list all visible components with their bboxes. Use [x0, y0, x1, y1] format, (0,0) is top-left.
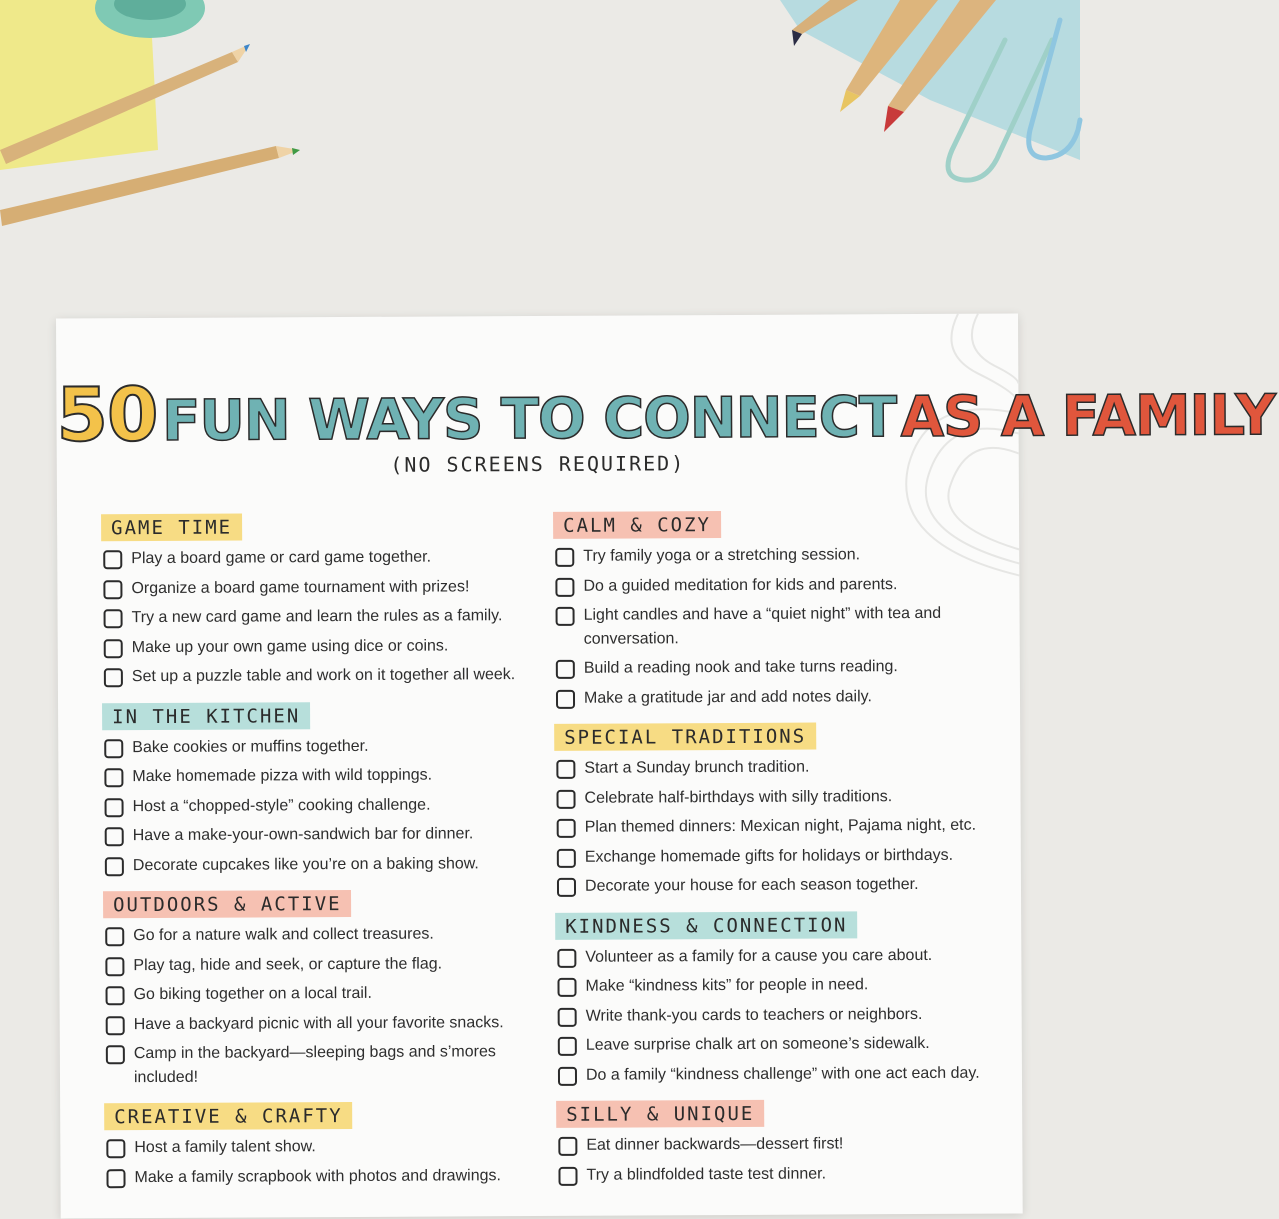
right-column [553, 510, 1007, 1201]
checkbox[interactable] [555, 577, 574, 596]
checklist-item [103, 792, 543, 818]
checkbox[interactable] [556, 789, 575, 808]
section-heading: CALM & COZY [553, 511, 721, 539]
item-text: Make homemade pizza with wild toppings. [132, 766, 433, 786]
checkbox[interactable] [106, 1045, 125, 1064]
checkbox[interactable] [105, 957, 124, 976]
section-calm-cozy [553, 510, 1004, 710]
checklist-item [103, 981, 543, 1007]
item-text: Make a gratitude jar and add notes daily. [583, 687, 872, 707]
checklist-item [102, 733, 542, 759]
checklist-item [553, 572, 1003, 598]
section-heading: SILLY & UNIQUE [556, 1100, 764, 1128]
item-text: Make up your own game using dice or coins. [131, 636, 449, 656]
checklist-item [555, 873, 1005, 899]
left-column [101, 512, 545, 1203]
checklist-item [555, 943, 1005, 969]
item-text: Set up a puzzle table and work on it together all week. [131, 666, 516, 686]
checklist-sheet [56, 313, 1276, 1218]
item-text: Celebrate half-birthdays with silly traditions. [584, 787, 893, 807]
checkbox[interactable] [106, 1016, 125, 1035]
section-heading: OUTDOORS & ACTIVE [103, 890, 352, 918]
checklist-item [555, 973, 1005, 999]
checkbox[interactable] [557, 878, 576, 897]
checkbox[interactable] [104, 768, 123, 787]
checklist-item [554, 602, 1004, 651]
checklist-item [555, 843, 1005, 869]
section-in-the-kitchen [102, 700, 543, 877]
checkbox[interactable] [105, 857, 124, 876]
checklist-item [104, 1134, 544, 1160]
checklist-item [102, 763, 542, 789]
checkbox[interactable] [558, 1166, 577, 1185]
checkbox[interactable] [105, 927, 124, 946]
item-text: Leave surprise chalk art on someone’s sidewalk. [585, 1034, 930, 1054]
section-kindness-connection [555, 910, 1006, 1087]
checklist-item [556, 1161, 1006, 1187]
checkbox[interactable] [558, 1066, 577, 1085]
checkbox[interactable] [103, 580, 122, 599]
checkbox[interactable] [105, 827, 124, 846]
checkbox[interactable] [106, 986, 125, 1005]
checklist-item [554, 684, 1004, 710]
item-text: Plan themed dinners: Mexican night, Pajama night, etc. [584, 816, 977, 836]
checkbox[interactable] [104, 739, 123, 758]
checklist-item [102, 604, 542, 630]
checkbox[interactable] [106, 1139, 125, 1158]
section-heading: KINDNESS & CONNECTION [555, 911, 857, 940]
section-silly-unique [556, 1099, 1006, 1187]
item-text: Exchange homemade gifts for holidays or birthdays. [584, 846, 954, 866]
checklist-item [556, 1032, 1006, 1058]
checkbox[interactable] [558, 1137, 577, 1156]
item-text: Decorate cupcakes like you’re on a baking show. [132, 854, 479, 874]
checkbox[interactable] [105, 798, 124, 817]
checkbox[interactable] [557, 848, 576, 867]
checkbox[interactable] [556, 607, 575, 626]
checklist-item [103, 951, 543, 977]
checklist-item [103, 851, 543, 877]
item-text: Play a board game or card game together. [131, 548, 432, 568]
checklist-item [104, 1163, 544, 1189]
checkbox[interactable] [557, 978, 576, 997]
title-end: AS A FAMILY [900, 383, 1276, 451]
checklist-item [556, 1002, 1006, 1028]
checkbox[interactable] [104, 668, 123, 687]
checklist-item [554, 755, 1004, 781]
checklist-item [104, 1010, 544, 1036]
section-heading: GAME TIME [101, 514, 242, 542]
item-text: Go for a nature walk and collect treasures. [133, 925, 434, 945]
item-text: Bake cookies or muffins together. [132, 737, 369, 756]
item-text: Do a family “kindness challenge” with one act each day. [585, 1064, 980, 1084]
item-text: Make a family scrapbook with photos and drawings. [134, 1166, 501, 1186]
item-text: Host a “chopped-style” cooking challenge. [132, 796, 431, 815]
section-heading: SPECIAL TRADITIONS [554, 723, 816, 751]
section-game-time [101, 512, 542, 689]
title-middle: FUN WAYS TO CONNECT [161, 385, 897, 454]
item-text: Light candles and have a “quiet night” with tea and conversation. [583, 604, 942, 648]
page-title [56, 371, 1276, 459]
checklist-item [556, 1132, 1006, 1158]
item-text: Play tag, hide and seek, or capture the flag. [133, 955, 443, 974]
item-text: Write thank-you cards to teachers or neighbors. [585, 1005, 923, 1025]
item-text: Organize a board game tournament with prizes! [131, 577, 470, 597]
checkbox[interactable] [556, 689, 575, 708]
item-text: Host a family talent show. [134, 1138, 316, 1157]
item-text: Try a new card game and learn the rules as a family. [131, 607, 503, 627]
page-subtitle: (NO SCREENS REQUIRED) [390, 451, 686, 477]
checkbox[interactable] [104, 609, 123, 628]
title-number: 50 [56, 371, 158, 459]
item-text: Have a backyard picnic with all your favorite snacks. [133, 1013, 504, 1033]
checkbox[interactable] [557, 819, 576, 838]
checklist-item [555, 814, 1005, 840]
checkbox[interactable] [558, 1037, 577, 1056]
checkbox[interactable] [106, 1169, 125, 1188]
checkbox[interactable] [104, 639, 123, 658]
item-text: Camp in the backyard—sleeping bags and s’mores included! [133, 1043, 496, 1086]
checkbox[interactable] [555, 548, 574, 567]
checklist-item [101, 545, 541, 571]
section-heading: IN THE KITCHEN [102, 702, 310, 730]
item-text: Build a reading nook and take turns reading. [583, 658, 898, 677]
checkbox[interactable] [558, 1007, 577, 1026]
item-text: Start a Sunday brunch tradition. [584, 758, 810, 777]
checkbox[interactable] [557, 948, 576, 967]
checklist-item [103, 922, 543, 948]
checklist-item [104, 1040, 544, 1089]
section-special-traditions [554, 722, 1005, 899]
checklist-item [554, 784, 1004, 810]
section-outdoors-active [103, 889, 544, 1089]
item-text: Go biking together on a local trail. [133, 984, 372, 1004]
item-text: Do a guided meditation for kids and parents. [583, 575, 898, 595]
checklist-item [553, 543, 1003, 569]
checkbox[interactable] [103, 550, 122, 569]
item-text: Have a make-your-own-sandwich bar for dinner. [132, 825, 474, 845]
checkbox[interactable] [556, 660, 575, 679]
item-text: Make “kindness kits” for people in need. [585, 976, 869, 995]
item-text: Decorate your house for each season together. [584, 876, 919, 895]
item-text: Volunteer as a family for a cause you care about. [585, 946, 933, 966]
checklist-item [102, 663, 542, 689]
item-text: Try family yoga or a stretching session. [583, 546, 861, 565]
checklist-item [103, 822, 543, 848]
checklist-item [102, 633, 542, 659]
item-text: Eat dinner backwards—dessert first! [586, 1135, 844, 1154]
item-text: Try a blindfolded taste test dinner. [586, 1164, 827, 1184]
checklist-item [554, 655, 1004, 681]
section-heading: CREATIVE & CRAFTY [104, 1102, 353, 1130]
checklist-item [101, 574, 541, 600]
section-creative-crafty [104, 1101, 544, 1189]
checklist-item [556, 1061, 1006, 1087]
checkbox[interactable] [556, 760, 575, 779]
